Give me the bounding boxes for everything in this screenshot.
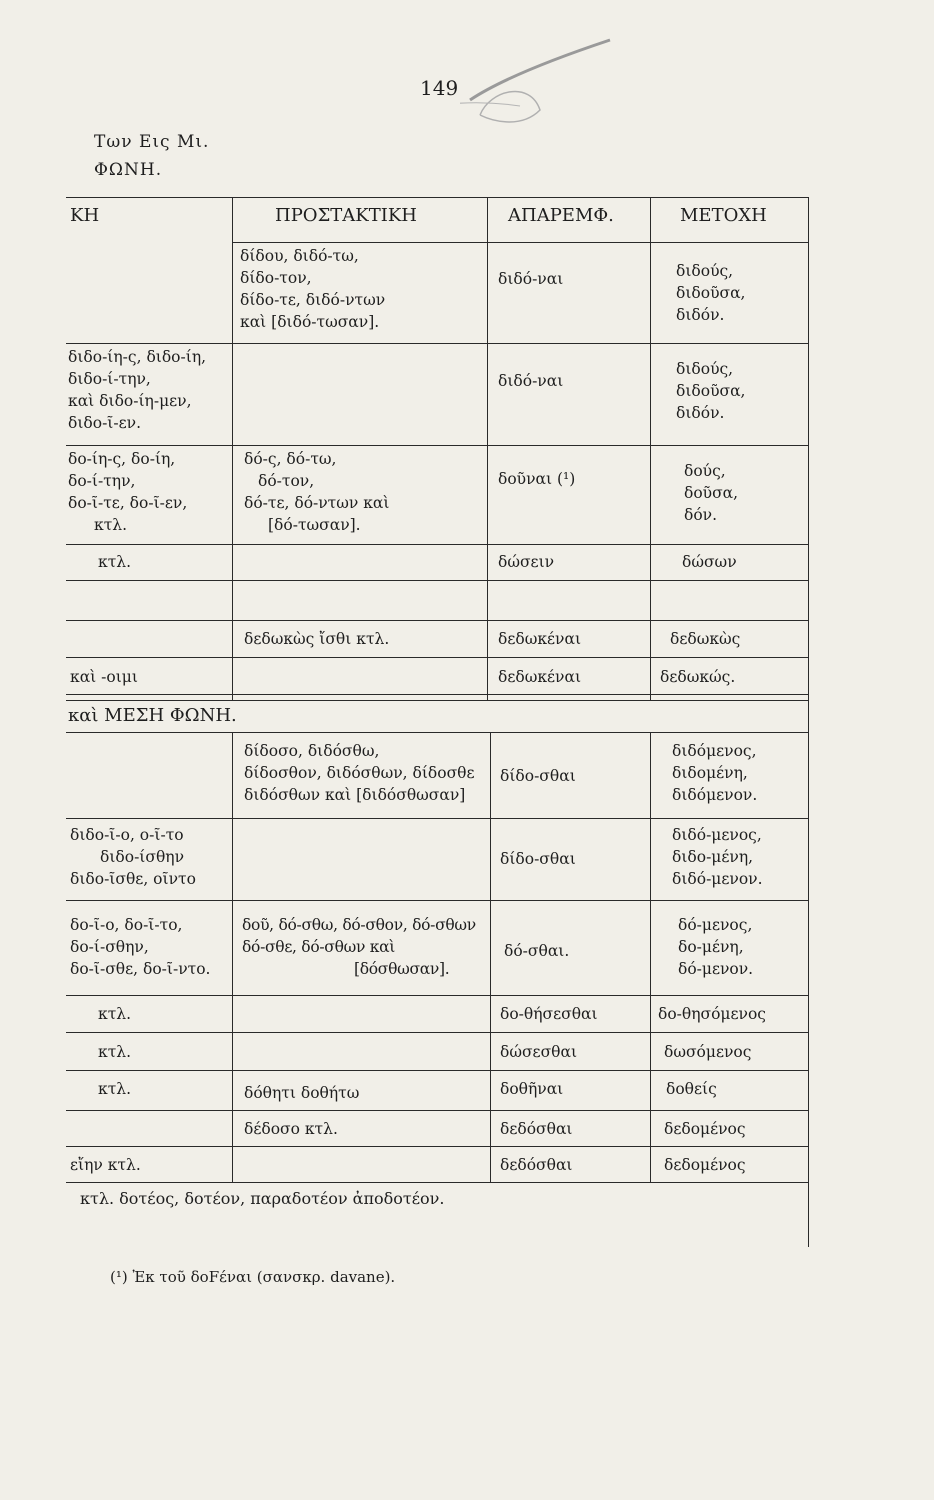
header-row-rule	[232, 242, 808, 243]
line: δο-ί-σθην,	[70, 938, 149, 956]
cell-ke	[70, 666, 138, 688]
line: δεδωκέναι	[498, 630, 582, 648]
line: διδο-ῖσθε, οῖντο	[70, 870, 196, 888]
cell-prostaktiki	[244, 740, 475, 806]
cell-aparemf	[498, 666, 581, 688]
row-rule	[66, 1032, 808, 1033]
col-divider-3	[650, 197, 651, 700]
line: δό-μενος,	[678, 916, 753, 934]
line: κτλ.	[94, 516, 128, 534]
line: δο-ί-την,	[68, 472, 136, 490]
line: [δόσθωσαν].	[354, 960, 450, 978]
cell-prostaktiki	[244, 1082, 359, 1104]
line: κτλ.	[98, 1080, 132, 1098]
cell-aparemf	[500, 848, 576, 870]
cell-metochi	[660, 666, 735, 688]
line: δεδωκὼς ἴσθι κτλ.	[244, 630, 390, 648]
mid-col-divider-3	[650, 732, 651, 1182]
line: διδόσθων καὶ [διδόσθωσαν]	[244, 786, 466, 804]
line: δοῦ, δό-σθω, δό-σθον, δό-σθων	[242, 916, 476, 934]
cell-aparemf	[498, 370, 563, 392]
line: δοῦσα,	[684, 484, 739, 502]
line: δό-σθε, δό-σθων καὶ	[242, 938, 396, 956]
line: δίδο-σθαι	[500, 767, 576, 785]
cell-metochi	[658, 1003, 766, 1025]
line: δεδομένος	[664, 1156, 746, 1174]
line: δό-σθαι.	[504, 942, 570, 960]
line: δεδόσθαι	[500, 1156, 573, 1174]
line: διδο-μένη,	[672, 848, 754, 866]
cell-aparemf	[498, 628, 581, 650]
col-divider-2	[487, 197, 488, 700]
line: διδόμενος,	[672, 742, 757, 760]
line: δωσόμενος	[664, 1043, 752, 1061]
line: διδό-ναι	[498, 270, 564, 288]
line: δόν.	[684, 506, 718, 524]
cell-prostaktiki	[244, 1118, 338, 1140]
line: διδόμενον.	[672, 786, 758, 804]
cell-prostaktiki	[244, 628, 389, 650]
line: διδο-ίη-ς, διδο-ίη,	[68, 348, 207, 366]
row-rule	[66, 732, 808, 733]
footnote: (¹) Ἐκ τοῦ δοFέναι (σανσκρ. davane).	[110, 1268, 396, 1286]
cell-aparemf	[500, 1003, 598, 1025]
line: δεδωκὼς	[670, 630, 741, 648]
line: δό-τον,	[258, 472, 315, 490]
line: διδό-ναι	[498, 372, 564, 390]
line: δο-ίη-ς, δο-ίη,	[68, 450, 176, 468]
row-rule	[66, 700, 808, 701]
column-header-ke: ΚΗ	[70, 205, 100, 226]
cell-metochi	[664, 1118, 746, 1140]
line: διδο-ί-την,	[68, 370, 151, 388]
row-rule	[66, 694, 808, 695]
cell-ke	[70, 824, 196, 890]
cell-metochi	[666, 1078, 717, 1100]
line: δοθείς	[666, 1080, 717, 1098]
row-rule	[66, 657, 808, 658]
cell-metochi	[672, 824, 763, 890]
column-header-prostaktiki: ΠΡΟΣΤΑΚΤΙΚΗ	[275, 205, 418, 226]
line: εἴην κτλ.	[70, 1156, 141, 1174]
line: δώσων	[682, 553, 737, 571]
line: δέδοσο κτλ.	[244, 1120, 338, 1138]
line: δεδομένος	[664, 1120, 746, 1138]
row-rule	[66, 445, 808, 446]
cell-ke	[98, 1041, 131, 1063]
line: διδο-ῖ-ο, ο-ῖ-το	[70, 826, 184, 844]
row-rule	[66, 995, 808, 996]
line: διδόν.	[676, 306, 725, 324]
cell-aparemf	[504, 940, 569, 962]
line: καὶ [διδό-τωσαν].	[240, 313, 380, 331]
line: δό-ς, δό-τω,	[244, 450, 337, 468]
cell-aparemf	[500, 1078, 563, 1100]
cell-aparemf	[500, 1154, 572, 1176]
middle-voice-title: καὶ ΜΕΣΗ ΦΩΝΗ.	[68, 705, 237, 726]
row-rule	[66, 343, 808, 344]
line: δίδο-τον,	[240, 269, 312, 287]
line: διδο-ίσθην	[100, 848, 185, 866]
row-rule	[66, 1110, 808, 1111]
line: δόθητι δοθήτω	[244, 1084, 360, 1102]
line: δίδοσθον, διδόσθων, δίδοσθε	[244, 764, 475, 782]
line: δώσειν	[498, 553, 555, 571]
cell-metochi	[676, 260, 745, 326]
row-rule	[66, 580, 808, 581]
column-header-metochi: ΜΕΤΟΧΗ	[680, 205, 767, 226]
line: [δό-τωσαν].	[268, 516, 361, 534]
row-rule	[66, 818, 808, 819]
line: δεδόσθαι	[500, 1120, 573, 1138]
row-rule	[66, 1182, 808, 1183]
page-number: 149	[420, 76, 459, 100]
row-rule	[66, 1146, 808, 1147]
cell-aparemf	[498, 268, 563, 290]
line: δοθῆναι	[500, 1080, 564, 1098]
cell-ke	[70, 914, 210, 980]
line: δό-μενον.	[678, 960, 754, 978]
cell-aparemf	[500, 1118, 572, 1140]
header-title: Των Εις Μι.	[94, 132, 210, 152]
line: καὶ διδο-ίη-μεν,	[68, 392, 192, 410]
line: διδοῦσα,	[676, 382, 746, 400]
line: διδομένη,	[672, 764, 748, 782]
line: δίδοσο, διδόσθω,	[244, 742, 380, 760]
cell-metochi	[684, 460, 738, 526]
line: δώσεσθαι	[500, 1043, 578, 1061]
line: δο-ῖ-σθε, δο-ῖ-ντο.	[70, 960, 211, 978]
cell-metochi	[664, 1154, 746, 1176]
mid-col-divider-1	[232, 732, 233, 1182]
verbal-adjectives-line: κτλ. δοτέος, δοτέον, παραδοτέον ἀποδοτέον.	[80, 1189, 445, 1208]
line: δίδο-σθαι	[500, 850, 576, 868]
line: δο-ῖ-τε, δο-ῖ-εν,	[68, 494, 188, 512]
line: δεδωκώς.	[660, 668, 736, 686]
mid-col-divider-2	[490, 732, 491, 1182]
line: διδό-μενος,	[672, 826, 762, 844]
line: κτλ.	[98, 1043, 132, 1061]
cell-metochi	[670, 628, 740, 650]
line: δο-θήσεσθαι	[500, 1005, 598, 1023]
pencil-scribble	[460, 20, 620, 130]
line: δό-τε, δό-ντων καὶ	[244, 494, 390, 512]
line: δο-θησόμενος	[658, 1005, 766, 1023]
line: δίδο-τε, διδό-ντων	[240, 291, 386, 309]
cell-ke	[68, 346, 206, 434]
line: καὶ -οιμι	[70, 668, 138, 686]
table-top-rule	[66, 197, 808, 198]
line: διδούς,	[676, 360, 734, 378]
line: δούς,	[684, 462, 726, 480]
cell-metochi	[682, 551, 737, 573]
cell-aparemf	[498, 551, 554, 573]
col-divider-1	[232, 197, 233, 700]
line: διδόν.	[676, 404, 725, 422]
row-rule	[66, 544, 808, 545]
line: διδο-ῖ-εν.	[68, 414, 142, 432]
cell-metochi	[678, 914, 753, 980]
table-right-rule	[808, 197, 809, 1247]
cell-ke	[98, 1078, 131, 1100]
cell-ke	[68, 448, 187, 536]
column-header-aparemf: ΑΠΑΡΕΜΦ.	[508, 205, 614, 226]
row-rule	[66, 620, 808, 621]
line: δεδωκέναι	[498, 668, 582, 686]
cell-aparemf	[500, 1041, 577, 1063]
cell-prostaktiki	[240, 245, 385, 333]
cell-aparemf	[500, 765, 576, 787]
cell-aparemf	[498, 468, 575, 490]
line: διδό-μενον.	[672, 870, 763, 888]
cell-prostaktiki	[244, 448, 389, 536]
row-rule	[66, 1070, 808, 1071]
cell-ke	[98, 551, 131, 573]
line: διδοῦσα,	[676, 284, 746, 302]
cell-metochi	[672, 740, 757, 806]
line: δοῦναι (¹)	[498, 470, 576, 488]
line: κτλ.	[98, 1005, 132, 1023]
line: δίδου, διδό-τω,	[240, 247, 359, 265]
line: δο-μένη,	[678, 938, 744, 956]
cell-ke	[98, 1003, 131, 1025]
cell-metochi	[664, 1041, 751, 1063]
cell-metochi	[676, 358, 745, 424]
header-subtitle: ΦΩΝΗ.	[94, 160, 163, 180]
line: δο-ῖ-ο, δο-ῖ-το,	[70, 916, 183, 934]
row-rule	[66, 900, 808, 901]
line: διδούς,	[676, 262, 734, 280]
cell-prostaktiki	[242, 914, 476, 980]
cell-ke	[70, 1154, 141, 1176]
line: κτλ.	[98, 553, 132, 571]
